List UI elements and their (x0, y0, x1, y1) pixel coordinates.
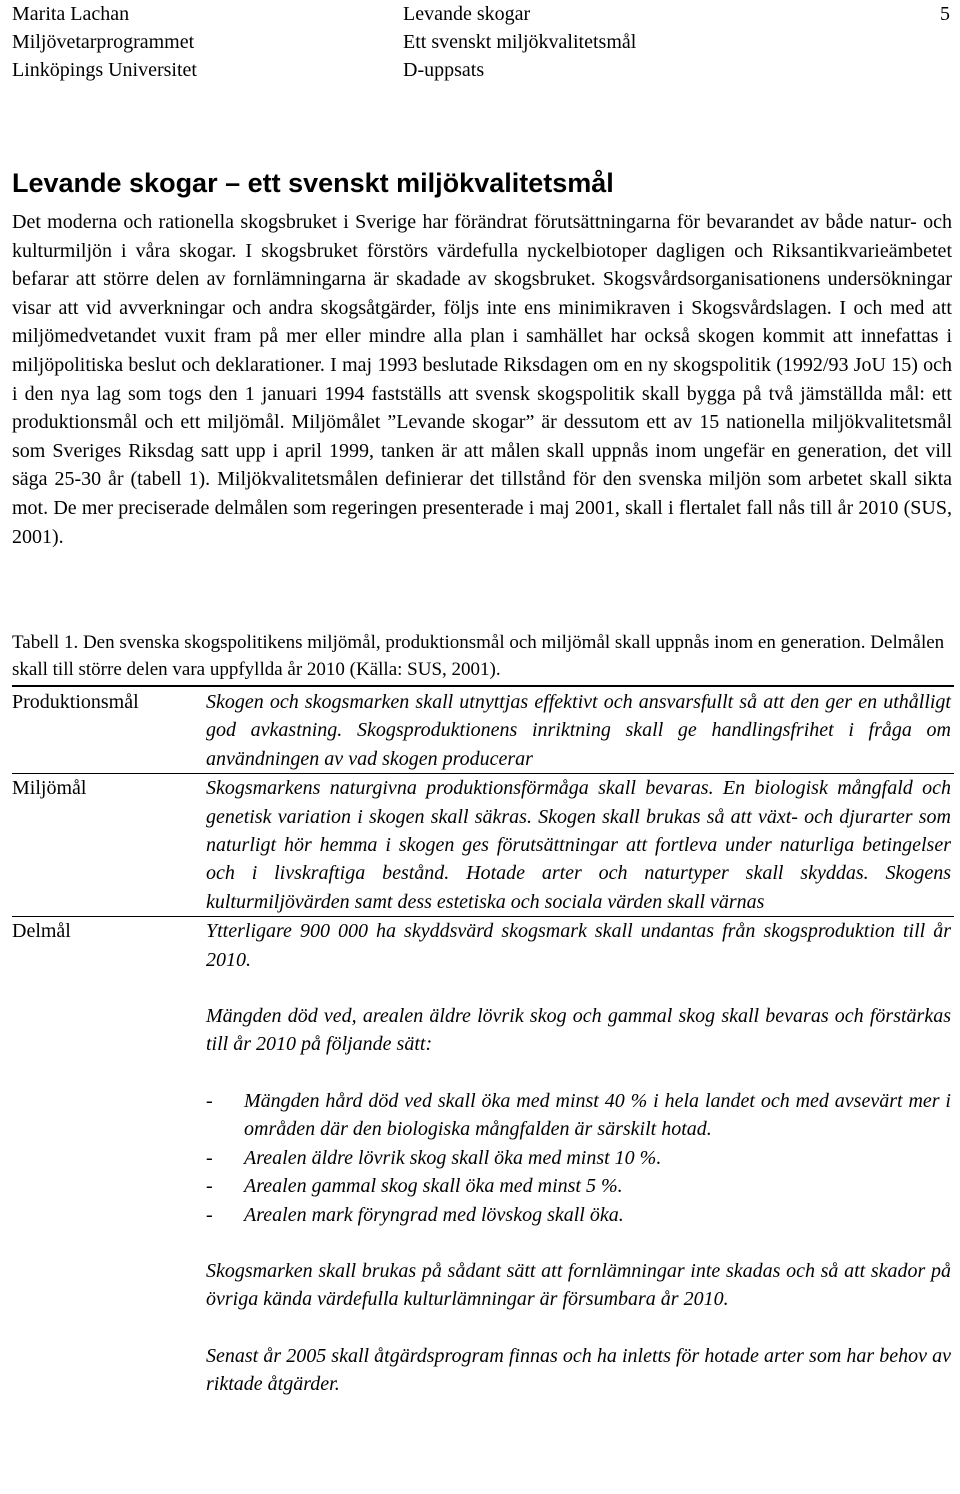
bullet-dash: - (206, 1089, 213, 1112)
row-paragraph: Skogen och skogsmarken skall utnyttjas effektivt och ansvarsfullt så att den ger en uthålligt god avkastning. Skogsproduktionens inriktning skall ge handlingsfrihet i fråga om användningen av vad skogen producerar (206, 691, 951, 770)
bullet-dash: - (206, 1175, 213, 1198)
delmal-bullet-list (206, 1087, 951, 1229)
table-row-produktionsmal (12, 688, 954, 773)
header-title: Levande skogar (403, 3, 531, 25)
row-text (206, 688, 951, 773)
row-label: Miljömål (12, 777, 87, 800)
header-author: Marita Lachan (12, 3, 130, 25)
row-paragraph: Skogsmarkens naturgivna produktionsförmåga skall bevaras. En biologisk mångfald och genetisk variation i skogen skall säkras. Skogen skall brukas så att växt- och djurarter som naturligt hör hemma i skogen ges förutsättningar att fortleva under naturliga betingelser och i livskraftiga bestånd. Hotade arter och naturtyper skall skyddas. Skogens kulturmiljövärden samt dess estetiska och sociala värden skall värnas (206, 777, 951, 913)
list-item (206, 1144, 951, 1172)
table-top-rule (12, 685, 954, 687)
delmal-intro: Ytterligare 900 000 ha skyddsvärd skogsmark skall undantas från skogsproduktion till år 2010. (206, 920, 951, 971)
delmal-heritage-paragraph: Skogsmarken skall brukas på sådant sätt att fornlämningar inte skadas och så att skador på övriga kända värdefulla kulturlämningar är försumbara år 2010. (206, 1259, 951, 1311)
list-item-text: Arealen mark föryngrad med lövskog skall öka. (244, 1203, 624, 1226)
bullet-dash: - (206, 1146, 213, 1169)
body-paragraph: Det moderna och rationella skogsbruket i Sverige har förändrat förutsättningarna för bevarandet av både natur- och kulturmiljön i våra skogar. I skogsbruket förstörs värdefulla nyckelbiotoper dagligen och Riksantikvarieämbetet befarar att större delen av fornlämningarna är skadade av skogsbruket. Skogsvårdsorganisationens undersökningar visar att vid avverkningar och andra skogsåtgärder, följs inte ens minimikraven i Skogsvårdslagen. I och med att miljömedvetandet vuxit fram på mer eller mindre alla plan i samhället har också skogen kommit att innefattas i miljöpolitiska beslut och deklarationer. I maj 1993 beslutade Riksdagen om en ny skogspolitik (1992/93 JoU 15) och i den nya lag som togs den 1 januari 1994 fastställs att svensk skogspolitik skall bygga på två jämställda mål: ett produktionsmål och ett miljömål. Miljömålet ”Levande skogar” är dessutom ett av 15 nationella miljökvalitetsmål som Sveriges Riksdag satt upp i april 1999, tanken är att målen skall uppnås inom ungefär en generation, det vill säga 25-30 år (tabell 1). Miljökvalitetsmålen definierar det tillstånd för den svenska miljön som arbetet skall sikta mot. De mer preciserade delmålen som regeringen presenterade i maj 2001, skall i flertalet fall nås till år 2010 (SUS, 2001). (12, 211, 952, 548)
list-item (206, 1201, 951, 1229)
page-number: 5 (940, 3, 950, 25)
list-item (206, 1087, 951, 1144)
header-center (403, 0, 636, 84)
header-right (940, 0, 950, 28)
row-label: Produktionsmål (12, 691, 139, 713)
section-title: Levande skogar – ett svenskt miljökvalitetsmål (12, 168, 614, 198)
header-university: Linköpings Universitet (12, 59, 197, 81)
header-left (12, 0, 197, 84)
table-row-delmal (12, 916, 954, 1398)
header-doc-type: D-uppsats (403, 59, 485, 81)
delmal-action-program-paragraph: Senast år 2005 skall åtgärdsprogram finnas och ha inletts för hotade arter som har behov av riktade åtgärder. (206, 1344, 951, 1396)
row-text (206, 917, 951, 1398)
goals-table (12, 688, 954, 1399)
list-item-text: Mängden hård död ved skall öka med minst 40 % i hela landet och med avsevärt mer i områden där den biologiska mångfalden är särskilt hotad. (244, 1089, 951, 1141)
list-item-text: Arealen äldre lövrik skog skall öka med minst 10 %. (244, 1146, 662, 1169)
header-program: Miljövetarprogrammet (12, 31, 195, 53)
delmal-dead-wood-paragraph: Mängden död ved, arealen äldre lövrik skog och gammal skog skall bevaras och förstärkas till år 2010 på följande sätt: (206, 1005, 951, 1056)
header-subtitle: Ett svenskt miljökvalitetsmål (403, 31, 637, 53)
table-caption: Tabell 1. Den svenska skogspolitikens miljömål, produktionsmål och miljömål skall uppnås inom en generation. Delmålen skall till större delen vara uppfyllda år 2010 (Källa: SUS, 2001). (12, 632, 945, 680)
list-item-text: Arealen gammal skog skall öka med minst 5 %. (244, 1175, 623, 1198)
list-item (206, 1172, 951, 1200)
row-label: Delmål (12, 920, 71, 943)
bullet-dash: - (206, 1203, 213, 1226)
table-row-miljomal (12, 773, 954, 916)
row-text (206, 774, 951, 916)
